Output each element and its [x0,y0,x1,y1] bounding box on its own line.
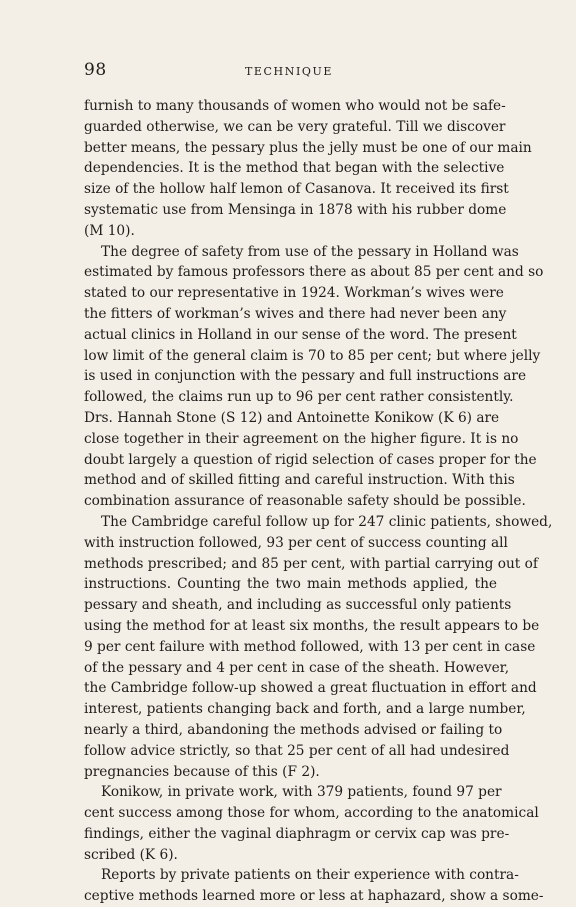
section-title: TECHNIQUE [244,65,334,78]
text-line: interest, patients changing back and forth, and a large number, [84,701,526,718]
text-line: the fitters of workman’s wives and there had never been any [84,305,507,322]
page-number: 98 [84,60,107,80]
text-line: of the pessary and 4 per cent in case of the sheath. However, [84,659,510,676]
paragraph-konikow-private [84,782,539,865]
text-line: The Cambridge careful follow up for 247 clinic patients, showed, [101,513,553,530]
text-line: doubt largely a question of rigid selection of cases proper for the [84,451,537,468]
text-line: methods prescribed; and 85 per cent, with partial carrying out of [84,555,538,572]
text-line: systematic use from Mensinga in 1878 with his rubber dome [84,201,507,218]
text-line: Reports by private patients on their experience with contra- [101,867,519,884]
text-line: dependencies. It is the method that began with the selective [84,160,505,177]
paragraph-private-reports [84,865,544,907]
text-line: follow advice strictly, so that 25 per cent of all had undesired [84,742,510,759]
text-line: findings, either the vaginal diaphragm or cervix cap was pre- [84,825,510,842]
text-line: using the method for at least six months, the result appears to be [84,617,540,634]
text-line: stated to our representative in 1924. Workman’s wives were [84,285,504,302]
text-line: pessary and sheath, and including as successful only patients [84,597,512,614]
text-line: Konikow, in private work, with 379 patients, found 97 per [101,784,502,801]
text-line: nearly a third, abandoning the methods advised or failing to [84,721,503,738]
text-line: ceptive methods learned more or less at haphazard, show a some- [84,888,544,905]
text-line: size of the hollow half lemon of Casanova. It received its first [84,181,509,198]
paragraph-cambridge-follow-up [84,512,553,782]
text-line: furnish to many thousands of women who would not be safe- [84,98,506,114]
text-line: (M 10). [84,222,135,239]
text-line: actual clinics in Holland in our sense of the word. The present [84,326,517,343]
text-line: pregnancies because of this (F 2). [84,763,320,780]
text-line: estimated by famous professors there as about 85 per cent and so [84,264,544,281]
text-line: close together in their agreement on the higher figure. It is no [84,430,519,447]
text-line: cent success among those for whom, according to the anatomical [84,805,539,822]
text-line: guarded otherwise, we can be very grateful. Till we discover [84,118,506,135]
text-line: with instruction followed, 93 per cent of success counting all [84,534,508,551]
running-head [84,58,494,86]
text-line: is used in conjunction with the pessary and full instructions are [84,368,527,385]
body-text [84,96,553,907]
text-line: better means, the pessary plus the jelly must be one of our main [84,139,532,156]
paragraph-holland-safety [84,242,544,512]
text-line: followed, the claims run up to 96 per cent rather consistently. [84,389,514,406]
text-line: The degree of safety from use of the pessary in Holland was [101,243,519,260]
text-line: instructions. Counting the two main methods applied, the [84,576,497,593]
text-line: Drs. Hannah Stone (S 12) and Antoinette Konikow (K 6) are [84,409,500,426]
text-line: method and of skilled fitting and careful instruction. With this [84,472,515,489]
paragraph-pessary-jelly [84,96,532,242]
text-line: the Cambridge follow-up showed a great fluctuation in effort and [84,680,537,697]
text-line: scribed (K 6). [84,846,178,863]
text-line: 9 per cent failure with method followed, with 13 per cent in case [84,638,536,655]
text-line: combination assurance of reasonable safety should be possible. [84,493,526,510]
text-line: low limit of the general claim is 70 to 85 per cent; but where jelly [84,347,541,364]
